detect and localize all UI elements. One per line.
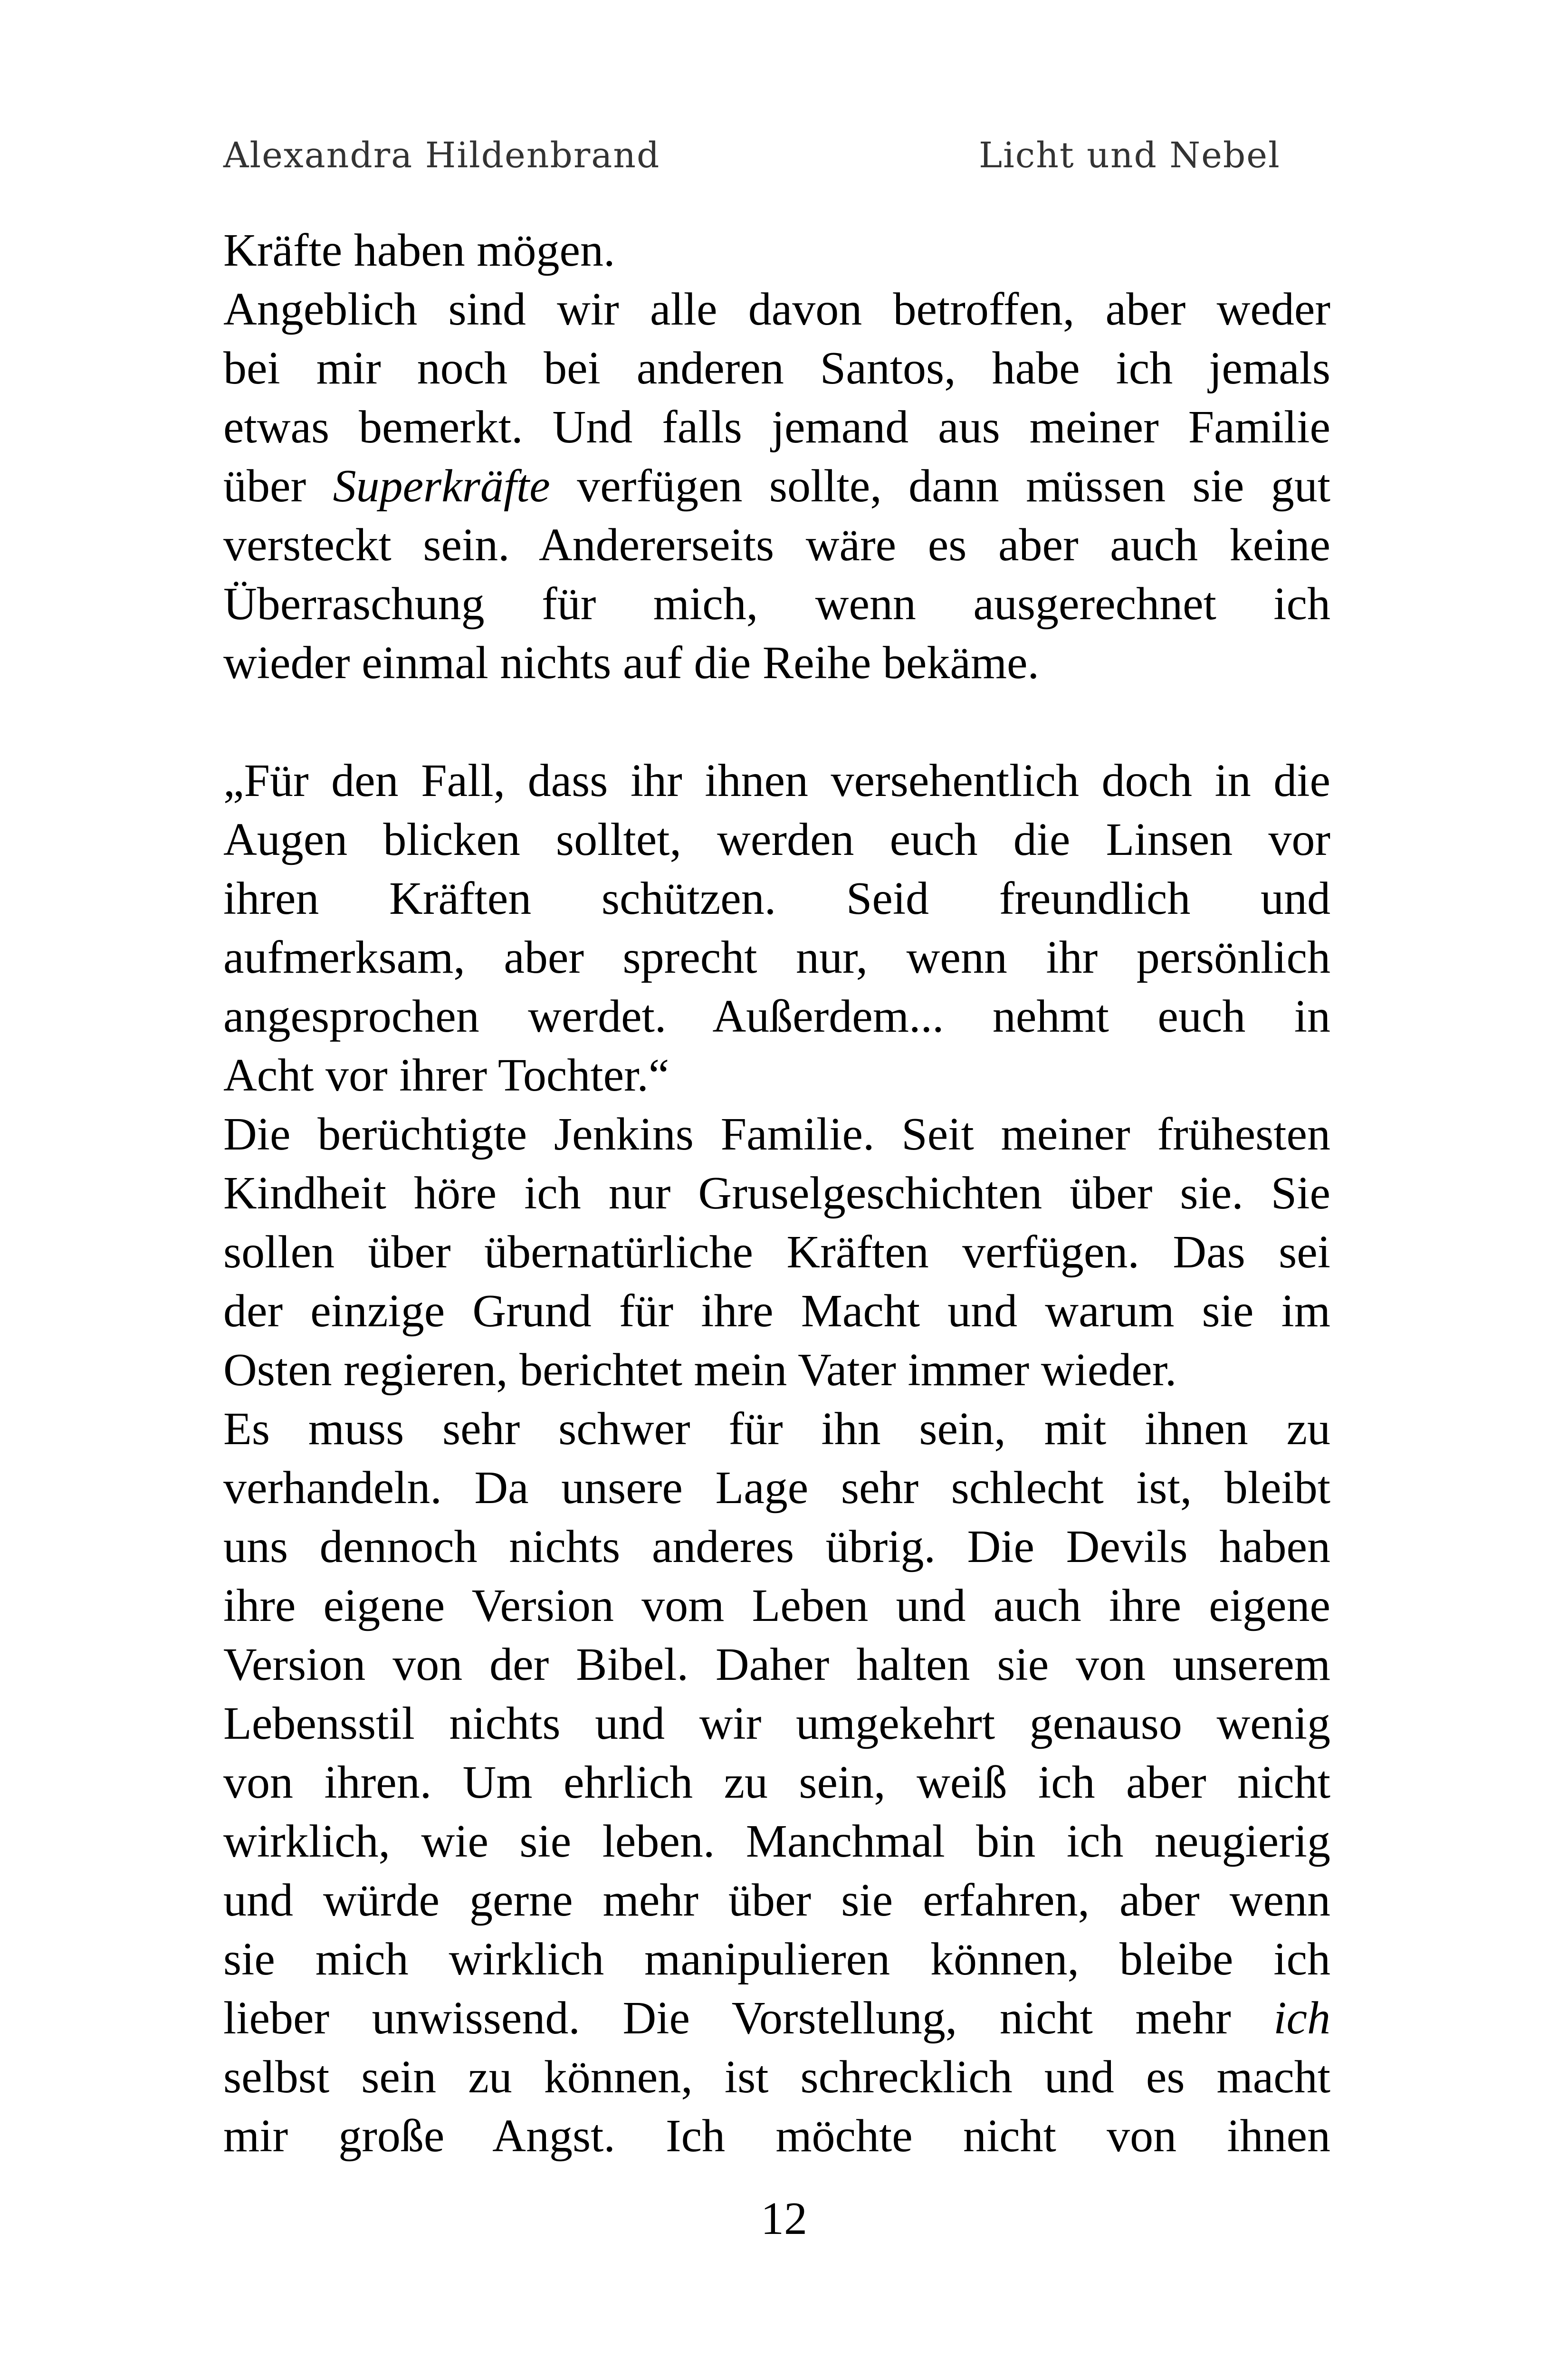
- running-head-title: Licht und Nebel: [979, 135, 1281, 176]
- text-line: sollen über übernatürliche Kräften verfügen. Das sei: [223, 1226, 1330, 1278]
- page-number: 12: [761, 2193, 807, 2244]
- italic-emphasis: ich: [1273, 1993, 1330, 2044]
- text-line: bei mir noch bei anderen Santos, habe ich jemals: [223, 343, 1330, 394]
- text-line: aufmerksam, aber sprecht nur, wenn ihr persönlich: [223, 932, 1330, 983]
- text-line: Es muss sehr schwer für ihn sein, mit ihnen zu: [223, 1403, 1330, 1455]
- text-line: der einzige Grund für ihre Macht und warum sie im: [223, 1285, 1330, 1337]
- text-segment: lieber unwissend. Die Vorstellung, nicht mehr: [223, 1993, 1274, 2044]
- text-line: „Für den Fall, dass ihr ihnen versehentlich doch in die: [223, 755, 1330, 806]
- text-line: und würde gerne mehr über sie erfahren, aber wenn: [223, 1875, 1330, 1926]
- text-line: Augen blicken solltet, werden euch die Linsen vor: [223, 814, 1330, 865]
- text-line: Osten regieren, berichtet mein Vater immer wieder.: [223, 1344, 1177, 1396]
- text-line: Lebensstil nichts und wir umgekehrt genauso wenig: [223, 1698, 1330, 1749]
- text-line: ihre eigene Version vom Leben und auch ihre eigene: [223, 1580, 1330, 1631]
- text-line: Kindheit höre ich nur Gruselgeschichten über sie. Sie: [223, 1168, 1330, 1219]
- text-line: wieder einmal nichts auf die Reihe bekäme.: [223, 637, 1040, 689]
- paragraph-break: [223, 692, 1330, 751]
- text-segment: verfügen sollte, dann müssen sie gut: [550, 460, 1330, 512]
- text-line: von ihren. Um ehrlich zu sein, weiß ich aber nicht: [223, 1757, 1330, 1808]
- text-line: verhandeln. Da unsere Lage sehr schlecht ist, bleibt: [223, 1462, 1330, 1514]
- running-head-author: Alexandra Hildenbrand: [223, 135, 660, 176]
- text-line: [223, 457, 1330, 516]
- text-line: Version von der Bibel. Daher halten sie von unserem: [223, 1639, 1330, 1690]
- text-line: wirklich, wie sie leben. Manchmal bin ich neugierig: [223, 1816, 1330, 1867]
- text-line: Die berüchtigte Jenkins Familie. Seit meiner frühesten: [223, 1109, 1330, 1160]
- text-line: ihren Kräften schützen. Seid freundlich und: [223, 873, 1330, 924]
- text-line: [223, 1989, 1330, 2048]
- text-line: angesprochen werdet. Außerdem... nehmt euch in: [223, 991, 1330, 1042]
- text-line: selbst sein zu können, ist schrecklich und es macht: [223, 2051, 1330, 2103]
- text-line: Angeblich sind wir alle davon betroffen, aber weder: [223, 284, 1330, 335]
- text-line: versteckt sein. Andererseits wäre es aber auch keine: [223, 519, 1330, 571]
- text-line: uns dennoch nichts anderes übrig. Die Devils haben: [223, 1521, 1330, 1572]
- text-segment: über: [223, 460, 333, 512]
- body-text: [223, 221, 1330, 2165]
- text-line: Überraschung für mich, wenn ausgerechnet ich: [223, 578, 1330, 630]
- italic-emphasis: Superkräfte: [333, 460, 550, 512]
- text-line: mir große Angst. Ich möchte nicht von ihnen: [223, 2110, 1330, 2162]
- text-line: Kräfte haben mögen.: [223, 225, 615, 276]
- text-line: Acht vor ihrer Tochter.“: [223, 1050, 669, 1101]
- text-line: etwas bemerkt. Und falls jemand aus meiner Familie: [223, 402, 1330, 453]
- text-line: sie mich wirklich manipulieren können, bleibe ich: [223, 1934, 1330, 1985]
